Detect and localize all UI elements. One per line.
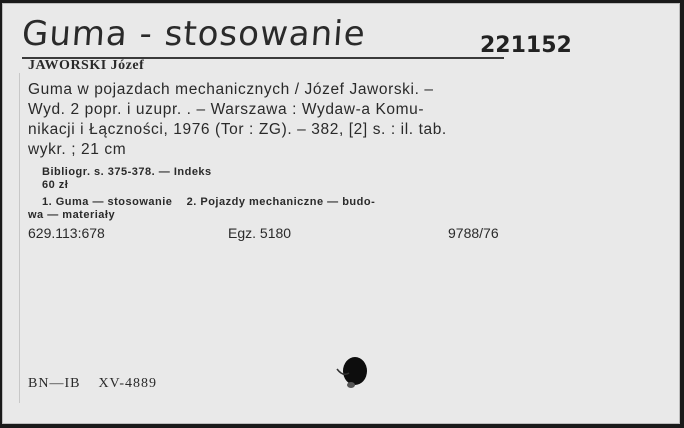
body-line-2: Wyd. 2 popr. i uzupr. . – Warszawa : Wydaw-a Komu- [28, 101, 425, 118]
card-hole-mark [335, 351, 369, 391]
body-line-1: Guma w pojazdach mechanicznych / Józef Jaworski. – [28, 81, 434, 98]
footer-code: BN—IB XV-4889 [28, 376, 158, 391]
subjects-line-1: 1. Guma — stosowanie 2. Pojazdy mechaniczne — budo- [42, 196, 376, 208]
catalog-card [2, 3, 680, 424]
accession-number: 221152 [480, 33, 572, 58]
udc-number: 629.113:678 [28, 225, 105, 241]
body-line-3: nikacji i Łączności, 1976 (Tor : ZG). – 382, [2] s. : il. tab. [28, 121, 447, 138]
body-line-4: wykr. ; 21 cm [28, 141, 127, 158]
subjects-line-2: wa — materiały [28, 209, 116, 221]
copy-number: Egz. 5180 [228, 225, 292, 241]
handwritten-title: Guma - stosowanie [20, 14, 368, 54]
author-heading: JAWORSKI Józef [28, 58, 145, 73]
catalog-number: 9788/76 [448, 225, 499, 241]
price-note: 60 zł [42, 179, 69, 191]
bibliography-note: Bibliogr. s. 375-378. — Indeks [42, 166, 212, 178]
